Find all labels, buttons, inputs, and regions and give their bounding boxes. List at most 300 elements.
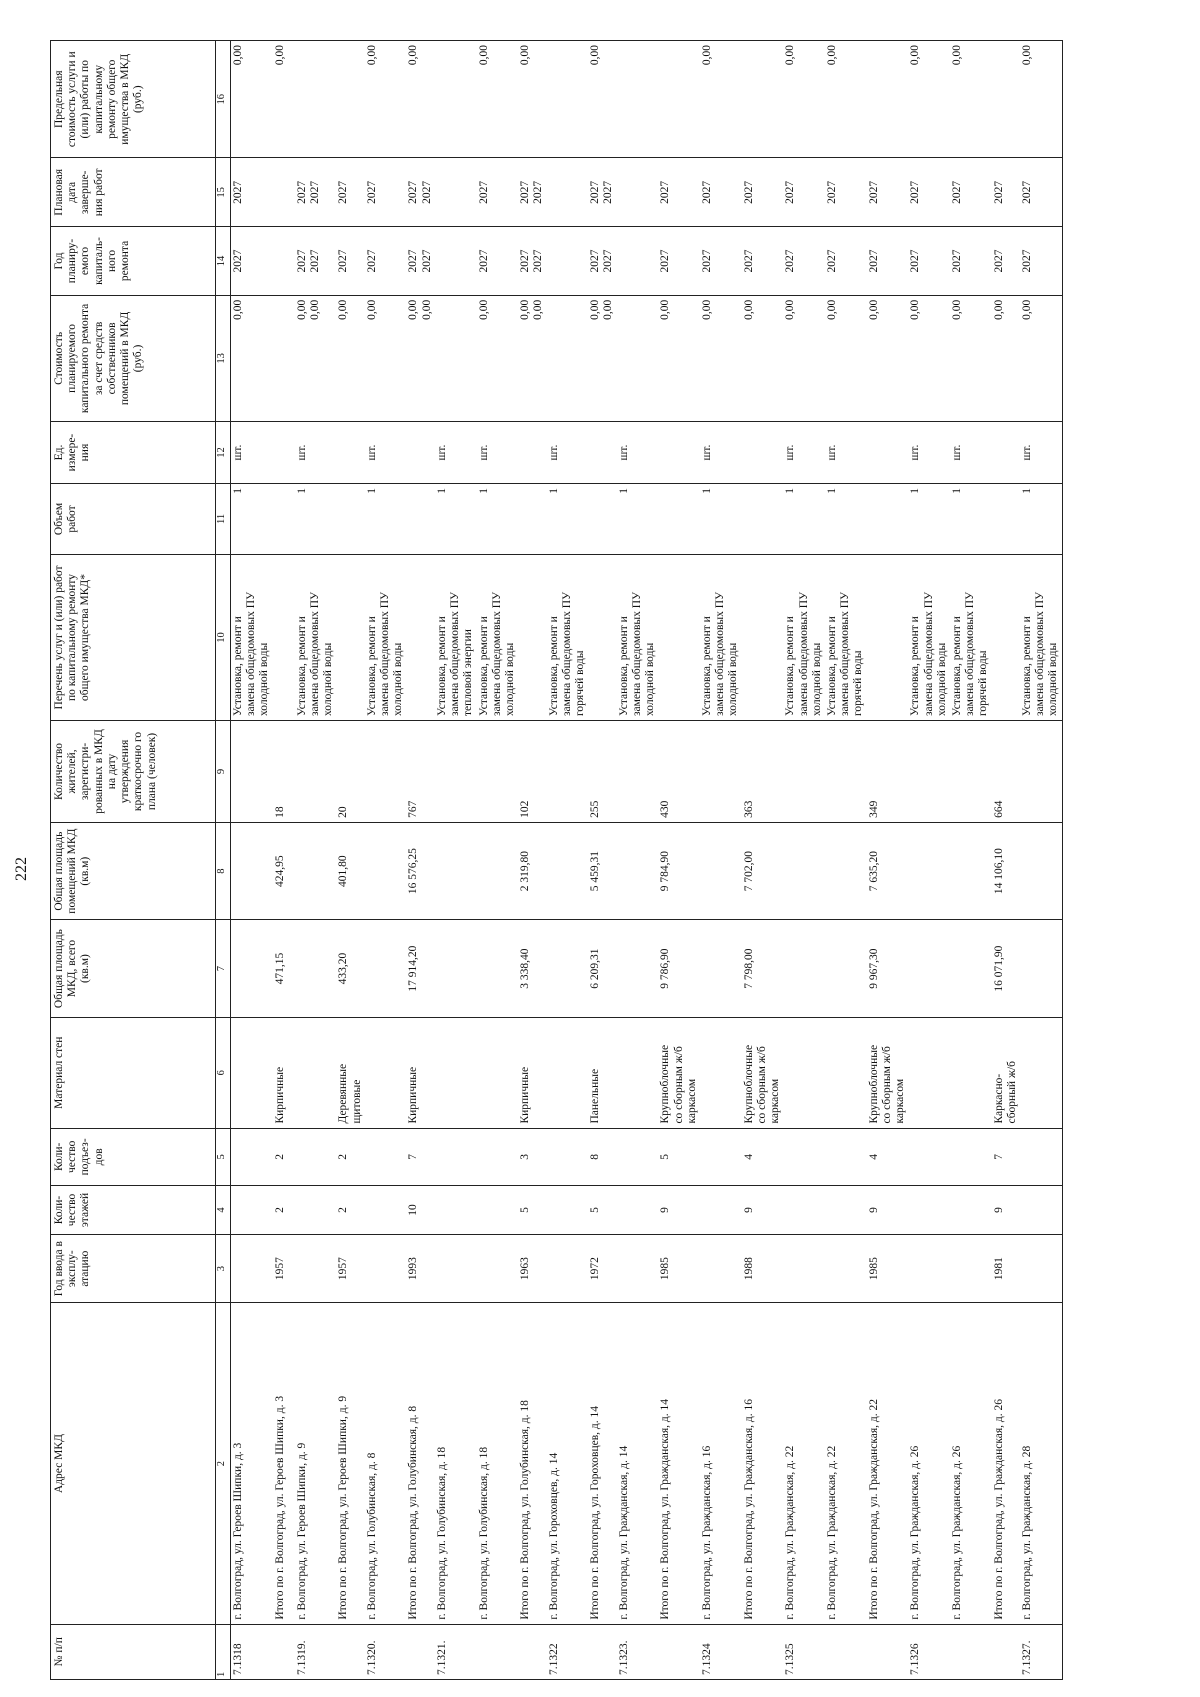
cell-addr: г. Волгоград, ул. Гороховцев, д. 14 — [547, 1303, 589, 1624]
table-row-subtotal — [273, 41, 295, 1680]
cell-cost: 0,00 — [908, 295, 950, 421]
cell-floors: 9 — [867, 1186, 909, 1235]
cell-limit: 0,00 — [908, 41, 950, 158]
cell-area: 3 338,40 — [518, 920, 546, 1017]
cell-floors: 5 — [518, 1186, 546, 1235]
cell-plan_year: 2027 2027 — [518, 227, 546, 296]
cell-unit: шт. — [365, 422, 407, 484]
cell-entr: 4 — [742, 1128, 784, 1186]
table-row-subtotal — [588, 41, 616, 1680]
cell-end: 2027 — [1020, 158, 1062, 227]
cell-entr: 2 — [336, 1128, 364, 1186]
cell-floors — [783, 1186, 825, 1235]
cell-end — [435, 158, 477, 227]
cell-work — [336, 554, 364, 720]
cell-unit: шт. — [1020, 422, 1062, 484]
cell-unit: шт. — [783, 422, 825, 484]
cell-limit — [867, 41, 909, 158]
cell-work — [588, 554, 616, 720]
cell-area_prem — [435, 822, 477, 919]
cell-floors — [908, 1186, 950, 1235]
cell-area_prem: 7 635,20 — [867, 822, 909, 919]
cell-cost: 0,00 0,00 — [295, 295, 337, 421]
cell-plan_year: 2027 — [1020, 227, 1062, 296]
cell-plan_year — [617, 227, 659, 296]
cell-plan_year: 2027 — [658, 227, 700, 296]
cell-mat — [547, 1017, 589, 1128]
cell-mat — [231, 1017, 273, 1128]
cell-unit: шт. — [295, 422, 337, 484]
cell-unit — [658, 422, 700, 484]
page-number: 222 — [13, 857, 30, 881]
cell-vol: 1 — [295, 484, 337, 555]
cell-res — [547, 721, 589, 823]
cell-area_prem — [547, 822, 589, 919]
cell-area: 9 967,30 — [867, 920, 909, 1017]
cell-mat — [908, 1017, 950, 1128]
column-header: Год ввода в эксплу-атацию — [51, 1234, 216, 1303]
cell-entr: 2 — [273, 1128, 295, 1186]
cell-addr: г. Волгоград, ул. Гражданская, д. 22 — [825, 1303, 867, 1624]
cell-mat — [950, 1017, 992, 1128]
cell-no: 7.1327. — [1020, 1624, 1062, 1679]
cell-no — [825, 1624, 867, 1679]
table-row-subtotal — [992, 41, 1020, 1680]
column-number: 11 — [216, 484, 231, 555]
cell-area: 9 786,90 — [658, 920, 700, 1017]
cell-vol: 1 — [1020, 484, 1062, 555]
table-row — [617, 41, 659, 1680]
cell-no — [406, 1624, 434, 1679]
cell-cost: 0,00 — [992, 295, 1020, 421]
cell-end: 2027 — [867, 158, 909, 227]
cell-entr — [700, 1128, 742, 1186]
cell-entr — [435, 1128, 477, 1186]
cell-unit: шт. — [950, 422, 992, 484]
cell-entr: 7 — [406, 1128, 434, 1186]
table-row — [365, 41, 407, 1680]
cell-area_prem: 16 576,25 — [406, 822, 434, 919]
cell-plan_year: 2027 — [742, 227, 784, 296]
cell-vol: 1 — [435, 484, 477, 555]
cell-plan_year: 2027 — [950, 227, 992, 296]
cell-addr: г. Волгоград, ул. Гражданская, д. 14 — [617, 1303, 659, 1624]
cell-res — [477, 721, 519, 823]
column-number: 2 — [216, 1303, 231, 1624]
cell-limit: 0,00 — [825, 41, 867, 158]
cell-work: Установка, ремонт и замена общедомовых ПУ холодной воды — [365, 554, 407, 720]
cell-mat — [365, 1017, 407, 1128]
cell-unit — [588, 422, 616, 484]
cell-addr: г. Волгоград, ул. Героев Шипки, д. 3 — [231, 1303, 273, 1624]
cell-vol — [336, 484, 364, 555]
document-page — [50, 40, 1170, 1680]
cell-plan_year: 2027 — [231, 227, 273, 296]
cell-cost: 0,00 — [867, 295, 909, 421]
cell-unit — [867, 422, 909, 484]
cell-unit — [336, 422, 364, 484]
cell-limit — [336, 41, 364, 158]
cell-end: 2027 — [950, 158, 992, 227]
cell-year — [950, 1234, 992, 1303]
cell-vol: 1 — [547, 484, 589, 555]
column-number: 3 — [216, 1234, 231, 1303]
cell-floors: 9 — [658, 1186, 700, 1235]
column-number: 16 — [216, 41, 231, 158]
cell-no — [588, 1624, 616, 1679]
column-header: Общая площадь помещений МКД (кв.м) — [51, 822, 216, 919]
cell-work — [406, 554, 434, 720]
table-row-subtotal — [950, 41, 992, 1680]
column-header: Перечень услуг и (или) работ по капитальному ремонту общего имущества МКД* — [51, 554, 216, 720]
cell-cost: 0,00 — [742, 295, 784, 421]
column-header: Объем работ — [51, 484, 216, 555]
cell-year — [231, 1234, 273, 1303]
cell-end: 2027 — [231, 158, 273, 227]
cell-unit — [406, 422, 434, 484]
cell-mat — [700, 1017, 742, 1128]
cell-area_prem: 424,95 — [273, 822, 295, 919]
cell-res: 430 — [658, 721, 700, 823]
cell-res — [908, 721, 950, 823]
cell-entr: 7 — [992, 1128, 1020, 1186]
cell-limit — [742, 41, 784, 158]
column-number: 4 — [216, 1186, 231, 1235]
cell-res: 18 — [273, 721, 295, 823]
cell-end: 2027 — [700, 158, 742, 227]
cell-work: Установка, ремонт и замена общедомовых ПУ холодной воды — [700, 554, 742, 720]
cell-limit: 0,00 — [783, 41, 825, 158]
cell-entr — [547, 1128, 589, 1186]
cell-entr — [783, 1128, 825, 1186]
table-row-subtotal — [658, 41, 700, 1680]
cell-res — [617, 721, 659, 823]
cell-no: 7.1322 — [547, 1624, 589, 1679]
cell-area_prem — [950, 822, 992, 919]
cell-floors: 5 — [588, 1186, 616, 1235]
cell-area — [547, 920, 589, 1017]
cell-mat — [825, 1017, 867, 1128]
cell-vol: 1 — [231, 484, 273, 555]
cell-cost: 0,00 — [825, 295, 867, 421]
cell-plan_year: 2027 — [477, 227, 519, 296]
cell-area_prem — [783, 822, 825, 919]
column-number: 6 — [216, 1017, 231, 1128]
cell-floors — [477, 1186, 519, 1235]
cell-floors — [1020, 1186, 1062, 1235]
table-header-row — [51, 41, 216, 1680]
cell-addr: Итого по г. Волгоград, ул. Голубинская, д. 8 — [406, 1303, 434, 1624]
cell-floors: 2 — [336, 1186, 364, 1235]
cell-area — [1020, 920, 1062, 1017]
cell-no: 7.1318 — [231, 1624, 273, 1679]
cell-mat — [617, 1017, 659, 1128]
cell-limit: 0,00 — [1020, 41, 1062, 158]
cell-limit: 0,00 — [950, 41, 992, 158]
cell-year: 1963 — [518, 1234, 546, 1303]
cell-limit: 0,00 — [588, 41, 616, 158]
cell-end: 2027 2027 — [518, 158, 546, 227]
cell-unit — [742, 422, 784, 484]
cell-year — [908, 1234, 950, 1303]
cell-no — [336, 1624, 364, 1679]
cell-cost: 0,00 — [336, 295, 364, 421]
cell-plan_year: 2027 — [365, 227, 407, 296]
table-row — [231, 41, 273, 1680]
cell-unit — [273, 422, 295, 484]
cell-entr — [365, 1128, 407, 1186]
cell-floors: 10 — [406, 1186, 434, 1235]
cell-work — [742, 554, 784, 720]
cell-limit: 0,00 — [365, 41, 407, 158]
cell-mat: Деревянные щитовые — [336, 1017, 364, 1128]
cell-year: 1981 — [992, 1234, 1020, 1303]
cell-vol: 1 — [477, 484, 519, 555]
cell-work — [273, 554, 295, 720]
cell-year — [435, 1234, 477, 1303]
table-row-subtotal — [477, 41, 519, 1680]
cell-year: 1985 — [658, 1234, 700, 1303]
cell-area: 471,15 — [273, 920, 295, 1017]
cell-res — [825, 721, 867, 823]
cell-cost: 0,00 — [700, 295, 742, 421]
cell-entr — [231, 1128, 273, 1186]
cell-limit — [658, 41, 700, 158]
column-number: 8 — [216, 822, 231, 919]
column-number-row — [216, 41, 231, 1680]
cell-cost: 0,00 — [950, 295, 992, 421]
cell-area: 17 914,20 — [406, 920, 434, 1017]
cell-year: 1993 — [406, 1234, 434, 1303]
cell-area_prem — [295, 822, 337, 919]
cell-entr — [617, 1128, 659, 1186]
cell-res: 349 — [867, 721, 909, 823]
cell-plan_year: 2027 2027 — [295, 227, 337, 296]
cell-area — [231, 920, 273, 1017]
cell-area — [617, 920, 659, 1017]
cell-work: Установка, ремонт и замена общедомовых ПУ холодной воды — [617, 554, 659, 720]
cell-end: 2027 — [908, 158, 950, 227]
cell-floors — [617, 1186, 659, 1235]
table-row — [700, 41, 742, 1680]
cell-year — [477, 1234, 519, 1303]
cell-end — [547, 158, 589, 227]
cell-addr: Итого по г. Волгоград, ул. Гражданская, д. 26 — [992, 1303, 1020, 1624]
cell-addr: г. Волгоград, ул. Гражданская, д. 22 — [783, 1303, 825, 1624]
cell-work: Установка, ремонт и замена общедомовых ПУ горячей воды — [825, 554, 867, 720]
cell-area_prem: 7 702,00 — [742, 822, 784, 919]
cell-vol: 1 — [617, 484, 659, 555]
cell-floors: 9 — [992, 1186, 1020, 1235]
cell-addr: г. Волгоград, ул. Героев Шипки, д. 9 — [295, 1303, 337, 1624]
column-number: 10 — [216, 554, 231, 720]
cell-no: 7.1326 — [908, 1624, 950, 1679]
cell-end — [617, 158, 659, 227]
column-header: Стоимость планируемого капитального ремонта за счет средств собственников помещений в МКД (руб.) — [51, 295, 216, 421]
table-body — [231, 41, 1063, 1680]
cell-vol: 1 — [908, 484, 950, 555]
cell-floors — [547, 1186, 589, 1235]
cell-year — [783, 1234, 825, 1303]
cell-floors — [231, 1186, 273, 1235]
column-header: Количество жителей, зарегистри-рованных в МКД на дату утверждения краткосрочно го плана (человек) — [51, 721, 216, 823]
cell-end: 2027 — [992, 158, 1020, 227]
cell-vol: 1 — [950, 484, 992, 555]
cell-unit: шт. — [908, 422, 950, 484]
cell-area_prem — [700, 822, 742, 919]
cell-cost: 0,00 — [783, 295, 825, 421]
column-number: 14 — [216, 227, 231, 296]
cell-area_prem — [617, 822, 659, 919]
cell-work: Установка, ремонт и замена общедомовых ПУ горячей воды — [547, 554, 589, 720]
cell-cost: 0,00 0,00 — [406, 295, 434, 421]
cell-no — [742, 1624, 784, 1679]
cell-year — [295, 1234, 337, 1303]
cell-res — [1020, 721, 1062, 823]
column-number: 1 — [216, 1624, 231, 1679]
cell-end: 2027 — [658, 158, 700, 227]
cell-plan_year: 2027 — [825, 227, 867, 296]
cell-floors — [295, 1186, 337, 1235]
table-row-subtotal — [742, 41, 784, 1680]
cell-cost: 0,00 — [658, 295, 700, 421]
cell-addr: Итого по г. Волгоград, ул. Гражданская, д. 14 — [658, 1303, 700, 1624]
cell-area — [950, 920, 992, 1017]
cell-addr: г. Волгоград, ул. Гражданская, д. 26 — [908, 1303, 950, 1624]
cell-year: 1957 — [336, 1234, 364, 1303]
cell-vol — [518, 484, 546, 555]
table-row — [547, 41, 589, 1680]
cell-unit: шт. — [477, 422, 519, 484]
cell-plan_year: 2027 — [700, 227, 742, 296]
cell-floors — [825, 1186, 867, 1235]
cell-no — [518, 1624, 546, 1679]
cell-res — [365, 721, 407, 823]
cell-addr: г. Волгоград, ул. Гражданская, д. 26 — [950, 1303, 992, 1624]
cell-cost — [273, 295, 295, 421]
cell-end: 2027 2027 — [406, 158, 434, 227]
cell-vol — [992, 484, 1020, 555]
cell-vol: 1 — [783, 484, 825, 555]
table-row — [295, 41, 337, 1680]
cell-entr — [1020, 1128, 1062, 1186]
cell-floors: 9 — [742, 1186, 784, 1235]
cell-area_prem — [825, 822, 867, 919]
cell-res — [231, 721, 273, 823]
cell-entr: 8 — [588, 1128, 616, 1186]
cell-no — [950, 1624, 992, 1679]
column-header: № п/п — [51, 1624, 216, 1679]
cell-unit: шт. — [231, 422, 273, 484]
cell-work — [992, 554, 1020, 720]
table-row-subtotal — [825, 41, 867, 1680]
cell-area_prem — [1020, 822, 1062, 919]
column-header: Плановая дата заверше-ния работ — [51, 158, 216, 227]
cell-plan_year: 2027 — [336, 227, 364, 296]
cell-plan_year: 2027 2027 — [588, 227, 616, 296]
cell-no: 7.1324 — [700, 1624, 742, 1679]
cell-vol: 1 — [365, 484, 407, 555]
cell-mat: Каркасно- сборный ж/б — [992, 1017, 1020, 1128]
cell-area — [477, 920, 519, 1017]
cell-cost: 0,00 — [365, 295, 407, 421]
cell-end: 2027 — [477, 158, 519, 227]
cell-work: Установка, ремонт и замена общедомовых ПУ холодной воды — [908, 554, 950, 720]
cell-year — [365, 1234, 407, 1303]
table-row — [783, 41, 825, 1680]
cell-year — [700, 1234, 742, 1303]
cell-work: Установка, ремонт и замена общедомовых ПУ холодной воды — [295, 554, 337, 720]
cell-limit: 0,00 — [406, 41, 434, 158]
cell-res: 20 — [336, 721, 364, 823]
cell-unit — [518, 422, 546, 484]
cell-addr: г. Волгоград, ул. Голубинская, д. 18 — [477, 1303, 519, 1624]
cell-entr: 4 — [867, 1128, 909, 1186]
cell-vol: 1 — [825, 484, 867, 555]
cell-entr — [825, 1128, 867, 1186]
cell-cost — [435, 295, 477, 421]
cell-vol: 1 — [700, 484, 742, 555]
cell-no — [658, 1624, 700, 1679]
cell-work: Установка, ремонт и замена общедомовых ПУ тепловой энергии — [435, 554, 477, 720]
cell-cost: 0,00 — [1020, 295, 1062, 421]
cell-addr: Итого по г. Волгоград, ул. Гражданская, д. 16 — [742, 1303, 784, 1624]
column-number: 13 — [216, 295, 231, 421]
cell-res — [783, 721, 825, 823]
cell-mat: Крупноблочные со сборным ж/б каркасом — [742, 1017, 784, 1128]
cell-year — [617, 1234, 659, 1303]
table-row-subtotal — [867, 41, 909, 1680]
cell-end: 2027 — [336, 158, 364, 227]
cell-limit — [617, 41, 659, 158]
cell-area_prem — [908, 822, 950, 919]
cell-res — [950, 721, 992, 823]
cell-year — [825, 1234, 867, 1303]
cell-entr — [908, 1128, 950, 1186]
column-number: 9 — [216, 721, 231, 823]
cell-end: 2027 2027 — [588, 158, 616, 227]
cell-mat: Кирпичные — [406, 1017, 434, 1128]
cell-res — [435, 721, 477, 823]
cell-area: 7 798,00 — [742, 920, 784, 1017]
cell-res: 363 — [742, 721, 784, 823]
cell-work: Установка, ремонт и замена общедомовых ПУ холодной воды — [231, 554, 273, 720]
table-row — [908, 41, 950, 1680]
cell-area_prem: 9 784,90 — [658, 822, 700, 919]
cell-year — [1020, 1234, 1062, 1303]
cell-addr: Итого по г. Волгоград, ул. Героев Шипки, д. 3 — [273, 1303, 295, 1624]
cell-res: 102 — [518, 721, 546, 823]
cell-addr: г. Волгоград, ул. Гражданская, д. 16 — [700, 1303, 742, 1624]
cell-work: Установка, ремонт и замена общедомовых ПУ холодной воды — [783, 554, 825, 720]
cell-addr: г. Волгоград, ул. Голубинская, д. 18 — [435, 1303, 477, 1624]
table-row — [435, 41, 477, 1680]
cell-work: Установка, ремонт и замена общедомовых ПУ холодной воды — [1020, 554, 1062, 720]
cell-no: 7.1321. — [435, 1624, 477, 1679]
cell-unit — [992, 422, 1020, 484]
cell-res: 664 — [992, 721, 1020, 823]
column-number: 7 — [216, 920, 231, 1017]
cell-limit: 0,00 — [477, 41, 519, 158]
cell-mat — [477, 1017, 519, 1128]
cell-plan_year: 2027 2027 — [406, 227, 434, 296]
cell-work: Установка, ремонт и замена общедомовых ПУ холодной воды — [477, 554, 519, 720]
cell-addr: г. Волгоград, ул. Голубинская, д. 8 — [365, 1303, 407, 1624]
cell-year: 1985 — [867, 1234, 909, 1303]
cell-addr: г. Волгоград, ул. Гражданская, д. 28 — [1020, 1303, 1062, 1624]
cell-res: 767 — [406, 721, 434, 823]
cell-entr: 5 — [658, 1128, 700, 1186]
